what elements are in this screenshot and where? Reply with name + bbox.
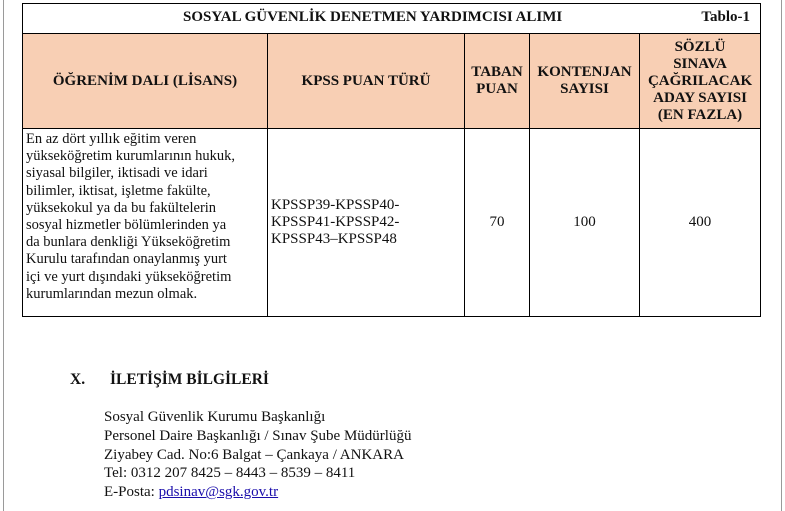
requirement-line: da bunlara denkliği Yükseköğretim — [26, 234, 231, 251]
requirement-line: sosyal hizmetler bölümlerinden ya — [26, 217, 227, 234]
header-line: ÖĞRENİM DALI (LİSANS) — [52, 72, 238, 89]
header-line: ÇAĞRILACAK — [647, 72, 753, 89]
header-line: ADAY SAYISI — [653, 89, 747, 106]
email-label: E-Posta: — [104, 484, 155, 500]
requirement-line: En az dört yıllık eğitim veren — [26, 131, 197, 147]
table-title-cell — [23, 4, 761, 34]
contact-address: Ziyabey Cad. No:6 Balgat – Çankaya / ANKARA — [104, 447, 404, 463]
requirement-line: içi ve yurt dışındaki yükseköğretim — [26, 268, 232, 285]
table-header-row — [23, 34, 761, 129]
oral-candidates-value: 400 — [640, 129, 761, 317]
section-title: İLETİŞİM BİLGİLERİ — [110, 371, 269, 388]
table-row — [23, 129, 761, 317]
section-number: X. — [70, 371, 86, 388]
header-oral-candidates — [640, 34, 761, 129]
page-border-left — [3, 0, 4, 511]
section-heading — [70, 371, 269, 389]
requirement-line: kurumlarından mezun olmak. — [26, 285, 198, 302]
table-title-row — [23, 4, 761, 34]
requirement-line: siyasal bilgiler, iktisadi ve idari — [26, 165, 208, 182]
base-score-value: 70 — [465, 129, 530, 317]
header-line: KONTENJAN — [537, 64, 632, 80]
header-kpss-score-type — [268, 34, 465, 129]
recruitment-table — [22, 3, 761, 317]
table-title: SOSYAL GÜVENLİK DENETMEN YARDIMCISI ALIMI — [183, 9, 563, 25]
header-line: TABAN — [471, 64, 523, 80]
email-link[interactable]: pdsinav@sgk.gov.tr — [158, 484, 279, 500]
requirement-line: bilimler, iktisat, işletme fakülte, — [26, 182, 211, 199]
requirement-line: yüksekokul ya da bu fakültelerin — [26, 199, 217, 216]
education-requirement-cell — [23, 129, 268, 317]
header-line: SÖZLÜ — [674, 38, 726, 55]
kpss-code-line: KPSSP39-KPSSP40- — [271, 197, 400, 213]
header-line: PUAN — [476, 81, 518, 97]
kpss-code-line: KPSSP41-KPSSP42- — [271, 214, 400, 230]
contact-department: Personel Daire Başkanlığı / Sınav Şube Müdürlüğü — [104, 428, 412, 444]
requirement-line: yükseköğretim kurumlarının hukuk, — [26, 148, 236, 165]
page-border-right — [781, 0, 782, 511]
contact-institution: Sosyal Güvenlik Kurumu Başkanlığı — [104, 409, 326, 425]
quota-value: 100 — [530, 129, 640, 317]
contact-email-line — [104, 484, 278, 501]
kpss-codes-cell — [268, 129, 465, 317]
header-base-score — [465, 34, 530, 129]
requirement-line: Kurulu tarafından onaylanmış yurt — [26, 251, 227, 268]
kpss-code-line: KPSSP43–KPSSP48 — [271, 231, 397, 247]
header-field-of-study — [23, 34, 268, 129]
header-line: SAYISI — [560, 81, 609, 97]
header-line: KPSS PUAN TÜRÜ — [301, 72, 431, 89]
header-line: SINAVA — [673, 55, 727, 72]
header-quota — [530, 34, 640, 129]
header-line: (EN FAZLA) — [657, 106, 743, 123]
contact-phone: Tel: 0312 207 8425 – 8443 – 8539 – 8411 — [104, 465, 356, 481]
table-number: Tablo-1 — [701, 9, 751, 25]
